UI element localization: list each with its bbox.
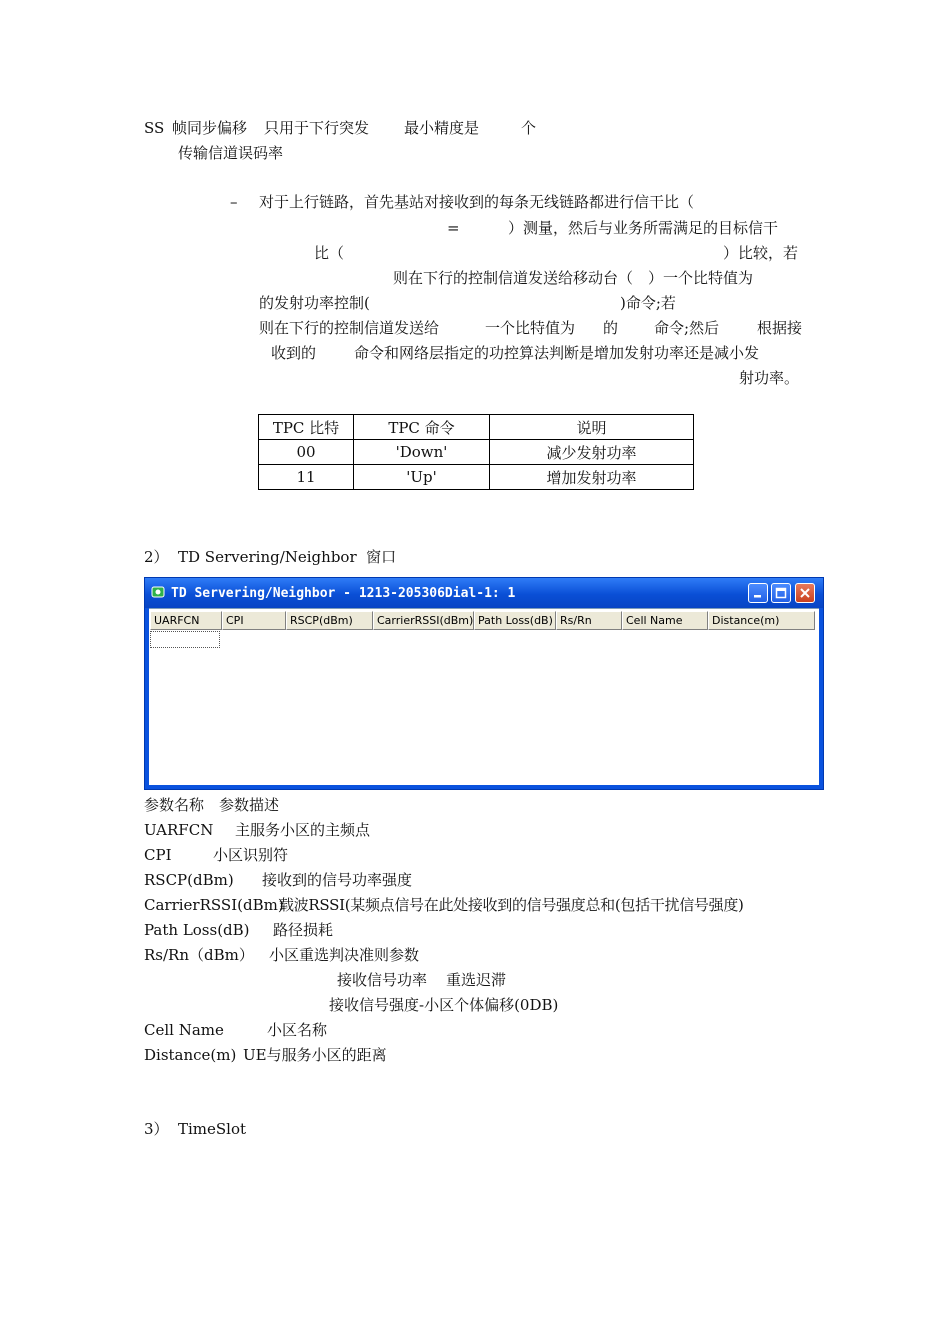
tpc-cell: 11	[259, 465, 354, 490]
col-header-distance[interactable]: Distance(m)	[708, 611, 815, 630]
param-desc: 小区重选判决准则参数	[269, 946, 420, 964]
tpc-cell: 增加发射功率	[490, 465, 694, 490]
param-desc: 小区识别符	[213, 846, 289, 864]
para-line-2b: ）测量，然后与业务所需满足的目标信干	[508, 219, 779, 237]
col-header-rscp[interactable]: RSCP(dBm)	[286, 611, 373, 630]
para-line-1: 对于上行链路，首先基站对接收到的每条无线链路都进行信干比（	[259, 193, 695, 211]
param-desc: 小区名称	[267, 1021, 328, 1039]
list-header	[150, 611, 815, 630]
list-view[interactable]	[149, 608, 819, 785]
para-line-7a: 收到的	[271, 344, 317, 362]
param-sub-1b: 重选迟滞	[446, 971, 507, 989]
para-line-6e: 根据接	[757, 319, 803, 337]
param-name: CarrierRSSI(dBm)	[144, 896, 284, 914]
col-header-cpi[interactable]: CPI	[222, 611, 286, 630]
col-header-path-loss[interactable]: Path Loss(dB)	[474, 611, 556, 630]
col-header-rs-rn[interactable]: Rs/Rn	[556, 611, 622, 630]
app-icon	[151, 585, 165, 599]
params-head-desc: 参数描述	[219, 796, 280, 814]
param-desc: 主服务小区的主频点	[235, 821, 371, 839]
window-title: TD Servering/Neighbor - 1213-205306Dial-1: 1	[171, 586, 516, 601]
para-line-3a: 比（	[314, 244, 345, 262]
table-row	[259, 465, 694, 490]
window-titlebar[interactable]	[145, 578, 823, 608]
text-downlink-only: 只用于下行突发	[264, 119, 370, 137]
para-line-7b: 命令和网络层指定的功控算法判断是增加发射功率还是减小发	[354, 344, 760, 362]
close-icon	[796, 584, 814, 602]
para-line-3b: ）比较，若	[723, 244, 799, 262]
param-name: RSCP(dBm)	[144, 871, 234, 889]
ss-label: SS	[144, 119, 165, 137]
para-line-8: 射功率。	[739, 369, 800, 387]
td-servering-neighbor-window	[144, 577, 824, 790]
param-desc: 载波RSSI(某频点信号在此处接收到的信号强度总和(包括干扰信号强度)	[279, 896, 744, 914]
para-line-6d: 命令;然后	[654, 319, 720, 337]
tpc-table	[258, 414, 694, 490]
section3-number: 3）	[144, 1120, 169, 1138]
text-frame-offset: 帧同步偏移	[172, 119, 248, 137]
param-desc: 接收到的信号功率强度	[262, 871, 413, 889]
param-name: Cell Name	[144, 1021, 224, 1039]
tpc-cell: 00	[259, 440, 354, 465]
text-bler: 传输信道误码率	[178, 144, 284, 162]
section3-title: TimeSlot	[178, 1120, 247, 1138]
tpc-header-command: TPC 命令	[354, 415, 490, 440]
minimize-button[interactable]	[748, 583, 768, 603]
para-line-6c: 的	[603, 319, 619, 337]
param-sub-2: 接收信号强度-小区个体偏移(0DB)	[329, 996, 559, 1014]
table-row	[259, 440, 694, 465]
focused-cell[interactable]	[150, 631, 220, 648]
section2-number: 2）	[144, 548, 169, 566]
params-head-name: 参数名称	[144, 796, 205, 814]
col-header-cell-name[interactable]: Cell Name	[622, 611, 708, 630]
param-name: Path Loss(dB)	[144, 921, 250, 939]
para-line-6a: 则在下行的控制信道发送给	[259, 319, 440, 337]
text-unit: 个	[521, 119, 537, 137]
tpc-header-desc: 说明	[490, 415, 694, 440]
tpc-cell: 'Down'	[354, 440, 490, 465]
para-line-5a: 的发射功率控制(	[259, 294, 370, 312]
tpc-header-bits: TPC 比特	[259, 415, 354, 440]
bullet-dash: –	[230, 193, 238, 211]
param-name: Rs/Rn（dBm）	[144, 946, 254, 964]
tpc-table-header	[259, 415, 694, 440]
para-line-6b: 一个比特值为	[485, 319, 576, 337]
close-button[interactable]	[795, 583, 815, 603]
maximize-button[interactable]	[771, 583, 791, 603]
param-desc: 路径损耗	[273, 921, 334, 939]
para-line-4: 则在下行的控制信道发送给移动台（ ）一个比特值为	[393, 269, 754, 287]
param-name: UARFCN	[144, 821, 214, 839]
tpc-cell: 'Up'	[354, 465, 490, 490]
param-desc: UE与服务小区的距离	[243, 1046, 387, 1064]
param-name: Distance(m)	[144, 1046, 237, 1064]
section2-title: TD Servering/Neighbor 窗口	[178, 548, 397, 566]
col-header-uarfcn[interactable]: UARFCN	[150, 611, 222, 630]
para-line-2a: =	[447, 219, 460, 237]
maximize-icon	[772, 584, 790, 602]
tpc-cell: 减少发射功率	[490, 440, 694, 465]
text-min-precision: 最小精度是	[404, 119, 480, 137]
param-name: CPI	[144, 846, 172, 864]
minimize-icon	[749, 584, 767, 602]
para-line-5b: )命令;若	[620, 294, 676, 312]
param-sub-1a: 接收信号功率	[337, 971, 428, 989]
col-header-carrier-rssi[interactable]: CarrierRSSI(dBm)	[373, 611, 474, 630]
